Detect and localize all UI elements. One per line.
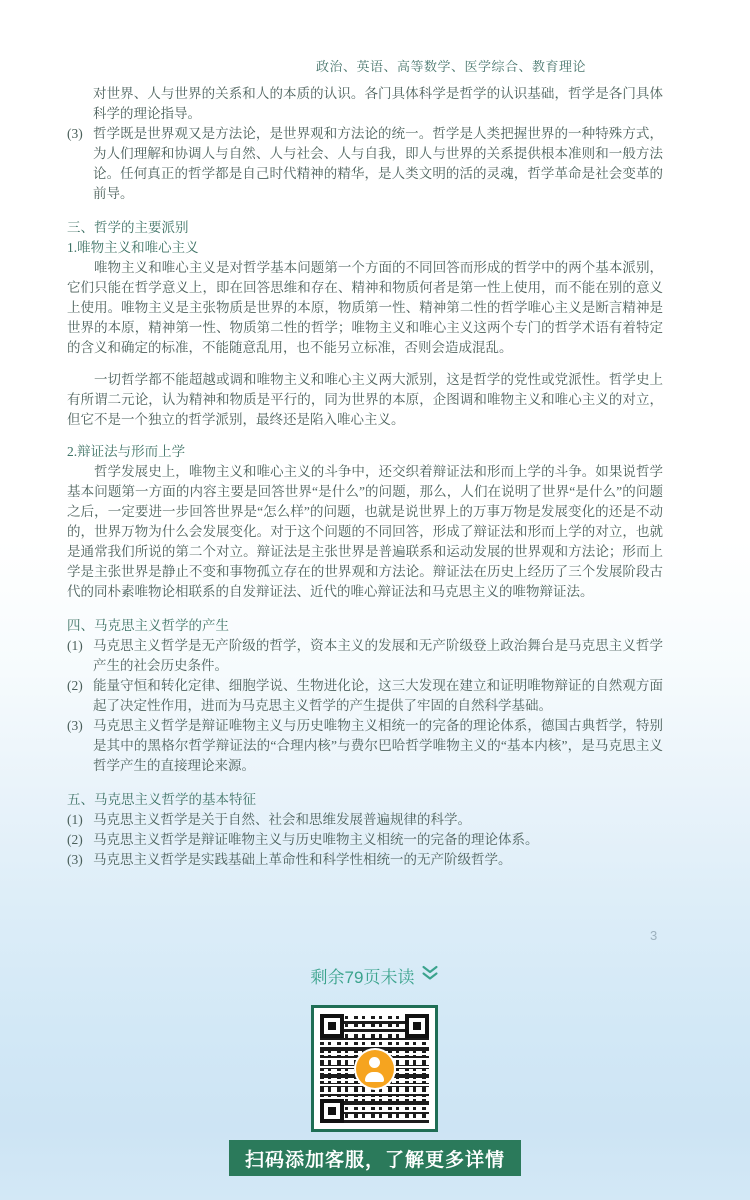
scan-add-support-button[interactable]: 扫码添加客服，了解更多详情 [229, 1140, 521, 1176]
list-item [67, 716, 663, 776]
remaining-pages-label: 剩余79页未读 [310, 968, 415, 987]
item-text: 哲学既是世界观又是方法论，是世界观和方法论的统一。哲学是人类把握世界的一种特殊方式，为人们理解和协调人与自然、人与社会、人与自我，即人与世界的关系提供根本准则和一般方法论。任何真正的哲学都是自己时代精神的精华，是人类文明的活的灵魂，哲学革命是社会变革的前导。 [93, 126, 663, 201]
list-item [67, 676, 663, 716]
item-marker: (2) [67, 832, 83, 847]
item-marker: (1) [67, 638, 83, 653]
list-item [67, 850, 663, 870]
paragraph: 唯物主义和唯心主义是对哲学基本问题第一个方面的不同回答而形成的哲学中的两个基本派别，它们只能在哲学意义上，即在回答思维和存在、精神和物质何者是第一性上使用，而不能在别的意义上使用。唯物主义是主张物质是世界的本原，物质第一性、精神第二性的哲学唯心主义是断言精神是世界的本原，精神第一性、物质第二性的哲学；唯物主义和唯心主义这两个专门的哲学术语有着特定的含义和确定的标准，不能随意乱用，也不能另立标准，否则会造成混乱。 [67, 260, 663, 355]
section-heading-marxist-philosophy-features: 五、马克思主义哲学的基本特征 [67, 792, 256, 807]
item-text: 马克思主义哲学是无产阶级的哲学，资本主义的发展和无产阶级登上政治舞台是马克思主义哲学产生的社会历史条件。 [93, 638, 663, 673]
qr-code [311, 1005, 438, 1132]
subsection-heading-materialism-idealism: 1.唯物主义和唯心主义 [67, 240, 199, 255]
paragraph-continuation: 对世界、人与世界的关系和人的本质的认识。各门具体科学是哲学的认识基础，哲学是各门具体科学的理论指导。 [93, 86, 663, 121]
item-marker: (3) [67, 718, 83, 733]
chevron-double-down-icon [421, 965, 439, 986]
item-text: 马克思主义哲学是辩证唯物主义与历史唯物主义相统一的完备的理论体系。 [93, 832, 539, 847]
item-text: 马克思主义哲学是实践基础上革命性和科学性相统一的无产阶级哲学。 [93, 852, 512, 867]
subsection-heading-dialectics-metaphysics: 2.辩证法与形而上学 [67, 444, 186, 459]
item-marker: (3) [67, 852, 83, 867]
paragraph: 一切哲学都不能超越或调和唯物主义和唯心主义两大派别，这是哲学的党性或党派性。哲学史上有所谓二元论，认为精神和物质是平行的，同为世界的本原，企图调和唯物主义和唯心主义的对立，但它不是一个独立的哲学派别，最终还是陷入唯心主义。 [67, 372, 663, 427]
avatar [356, 1050, 394, 1088]
item-text: 马克思主义哲学是辩证唯物主义与历史唯物主义相统一的完备的理论体系，德国古典哲学，特别是其中的黑格尔哲学辩证法的“合理内核”与费尔巴哈哲学唯物主义的“基本内核”，是马克思主义哲学产生的直接理论来源。 [93, 718, 663, 773]
qr-finder-top-left [320, 1014, 344, 1038]
list-item [67, 636, 663, 676]
document-categories-header: 政治、英语、高等数学、医学综合、教育理论 [315, 59, 586, 74]
document-page-content [67, 84, 663, 870]
item-marker: (2) [67, 678, 83, 693]
qr-modules [320, 1014, 429, 1123]
qr-finder-top-right [405, 1014, 429, 1038]
paragraph: 哲学发展史上，唯物主义和唯心主义的斗争中，还交织着辩证法和形而上学的斗争。如果说哲学基本问题第一方面的内容主要是回答世界“是什么”的问题，那么，人们在说明了世界“是什么”的问题之后，一定要进一步回答世界是“怎么样”的问题，也就是说世界上的万事万物是发展变化的还是不动的，世界万物为什么会发展变化。对于这个问题的不同回答，形成了辩证法和形而上学的对立，也就是通常我们所说的第二个对立。辩证法是主张世界是普遍联系和运动发展的世界观和方法论；形而上学是主张世界是静止不变和事物孤立存在的世界观和方法论。辩证法在历史上经历了三个发展阶段古代的同朴素唯物论相联系的自发辩证法、近代的唯心辩证法和马克思主义的唯物辩证法。 [67, 464, 663, 599]
section-heading-marxist-philosophy-origin: 四、马克思主义哲学的产生 [67, 618, 229, 633]
list-item [67, 830, 663, 850]
remaining-pages-button[interactable] [0, 963, 750, 988]
item-marker: (1) [67, 812, 83, 827]
item-marker: (3) [67, 126, 83, 141]
user-icon [356, 1050, 394, 1088]
list-item [67, 810, 663, 830]
page-number: 3 [650, 928, 658, 943]
item-text: 马克思主义哲学是关于自然、社会和思维发展普遍规律的科学。 [93, 812, 471, 827]
qr-finder-bottom-left [320, 1099, 344, 1123]
list-item [67, 124, 663, 204]
item-text: 能量守恒和转化定律、细胞学说、生物进化论，这三大发现在建立和证明唯物辩证的自然观方面起了决定性作用，进而为马克思主义哲学的产生提供了牢固的自然科学基础。 [93, 678, 663, 713]
section-heading-main-schools: 三、哲学的主要派别 [67, 220, 189, 235]
